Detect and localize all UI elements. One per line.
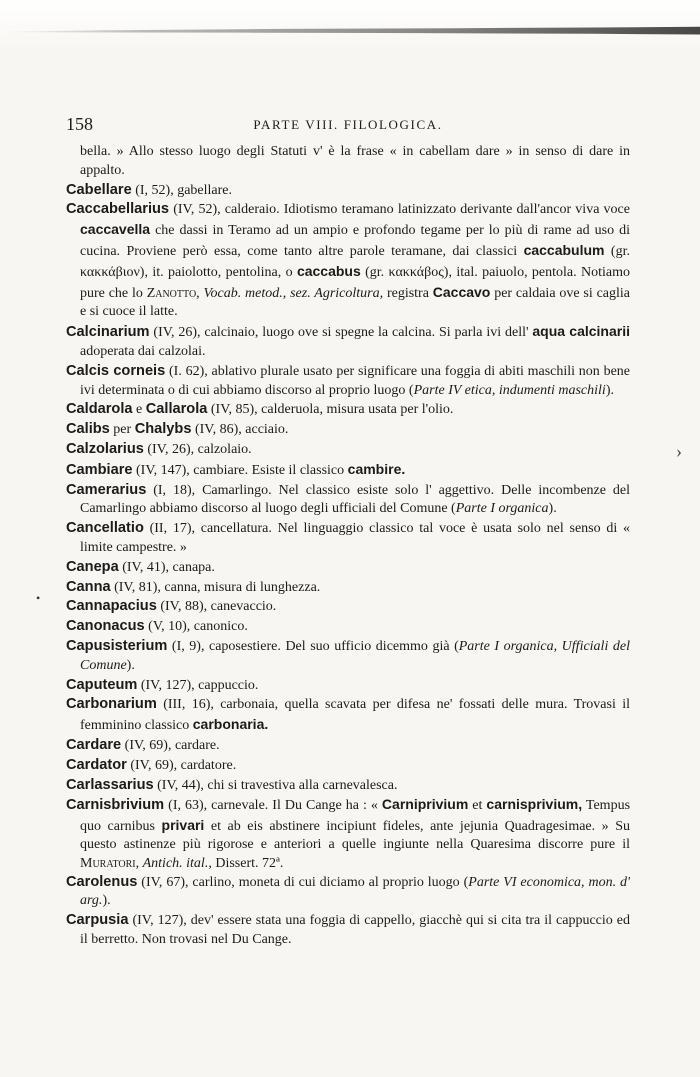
bold-term: caccabulum (523, 241, 605, 258)
entry-caccabellarius: Caccabellarius (IV, 52), calderaio. Idiotismo teramano latinizzato derivante dall'ancor viva voce caccavella che dassi in Teramo ad un ampio e profondo tegame per lo più di rame ad uso di cucina. Proviene però essa, come tanto altre parole teramane, dai classici caccabulum (gr. κακκάβιον), it. paiolotto, pentolina, o caccabus (gr. κακκάβος), ital. paiuolo, pentola. Notiamo pure che lo Zanotto, Vocab. metod., sez. Agricoltura, registra Caccavo per caldaia ove si caglia e si cuoce il latte. (66, 201, 630, 320)
entry-caputeum: Caputeum (IV, 127), cappuccio. (66, 676, 259, 693)
headword: Canna (66, 578, 111, 595)
author-name: Muratori (80, 855, 136, 871)
headword: Carpusia (66, 911, 129, 928)
headword: Capusisterium (66, 637, 168, 654)
scan-top-edge (0, 0, 700, 52)
headword: Callarola (145, 401, 208, 418)
headword: Cambiare (66, 461, 133, 478)
entry-cambiare: Cambiare (IV, 147), cambiare. Esiste il classico cambire. (66, 460, 406, 478)
dictionary-text (66, 143, 630, 949)
entry-caldarola: Caldarola e Callarola (IV, 85), calderuola, misura usata per l'olio. (66, 401, 454, 418)
entry-cardare: Cardare (IV, 69), cardare. (66, 736, 220, 753)
entry-cardator: Cardator (IV, 69), cardatore. (66, 756, 237, 773)
entry-cancellatio: Cancellatio (II, 17), cancellatura. Nel linguaggio classico tal voce è usata solo nel senso di « limite campestre. » (66, 520, 630, 555)
headword: Carolenus (66, 873, 138, 890)
bold-term: Carniprivium (381, 796, 469, 813)
headword: Carlassarius (66, 776, 154, 793)
margin-mark-left: • (36, 591, 41, 605)
entry-canepa: Canepa (IV, 41), canapa. (66, 558, 215, 575)
citation: Parte I organica (455, 501, 549, 517)
headword: Canonacus (66, 618, 145, 635)
entry-cannapacius: Cannapacius (IV, 88), canevaccio. (66, 598, 277, 615)
entry-carbonarium: Carbonarium (III, 16), carbonaia, quella scavata per difesa ne' fossati delle mura. Trovasi il femminino classico carbonaria. (66, 696, 630, 734)
headword: Camerarius (66, 481, 147, 498)
headword: Chalybs (134, 421, 192, 438)
headword: Calcis corneis (66, 362, 166, 379)
entry-carolenus: Carolenus (IV, 67), carlino, moneta di cui diciamo al proprio luogo (Parte VI economica, mon. d' arg.). (66, 873, 630, 909)
entry-canonacus: Canonacus (V, 10), canonico. (66, 618, 248, 635)
headword: Caldarola (66, 401, 133, 418)
headword: Carbonarium (66, 696, 157, 713)
headword: Calzolarius (66, 440, 144, 457)
entry-calzolarius: Calzolarius (IV, 26), calzolaio. (66, 440, 252, 457)
headword: Calibs (66, 421, 110, 438)
bold-term: carbonaria. (192, 716, 269, 733)
headword: Cardare (66, 736, 122, 753)
entry-camerarius: Camerarius (I, 18), Camarlingo. Nel classico esiste solo l' aggettivo. Delle incombenze del Camarlingo abbiamo discorso al luogo degli ufficiali del Comune (Parte I organica). (66, 481, 630, 517)
entry-carlassarius: Carlassarius (IV, 44), chi si travestiva alla carnevalesca. (66, 776, 398, 793)
bold-term: Caccavo (432, 283, 491, 300)
headword: Cancellatio (66, 520, 144, 537)
headword: Calcinarium (66, 324, 150, 341)
headword: Carnisbrivium (66, 797, 165, 814)
headword: Canepa (66, 558, 119, 575)
citation: Vocab. metod., sez. Agricoltura, (203, 285, 384, 301)
page-header (66, 114, 630, 136)
headword: Caputeum (66, 676, 138, 693)
citation: Parte I organica, Ufficiali del Comune (80, 638, 630, 673)
entry-calcinarium: Calcinarium (IV, 26), calcinaio, luogo ove si spegne la calcina. Si parla ivi dell' aqua calcinarii adoperata dai calzolai. (66, 323, 630, 359)
bold-term: caccavella (80, 221, 151, 238)
margin-mark-right: › (676, 441, 682, 461)
headword: Caccabellarius (66, 201, 170, 218)
entry-continuation: bella. » Allo stesso luogo degli Statuti v' è la frase « in cabellam dare » in senso di dare in appalto. (80, 144, 630, 178)
headword: Cardator (66, 756, 127, 773)
entry-carnisbrivium: Carnisbrivium (I, 63), carnevale. Il Du Cange ha : « Carniprivium et carnisprivium, Tempus quo carnibus privari et ab eis abstinere incipiunt fideles, ante jejunia Quadragesimae. » Su questo astinenze più rigorose e anteriori a quelle ingiunte nella Quaresima discorre pure il Muratori, Antich. ital., Dissert. 72ª. (66, 796, 631, 871)
citation: Parte VI economica, mon. d' arg. (80, 874, 630, 909)
entry-capusisterium: Capusisterium (I, 9), caposestiere. Del suo ufficio dicemmo già (Parte I organica, Ufficiali del Comune). (66, 637, 630, 673)
citation: Antich. ital. (142, 855, 209, 871)
entry-calibs: Calibs per Chalybs (IV, 86), acciaio. (66, 421, 289, 438)
entry-cabellare: Cabellare (I, 52), gabellare. (66, 181, 233, 198)
headword: Cabellare (66, 181, 132, 198)
headword: Cannapacius (66, 598, 157, 615)
entry-carpusia: Carpusia (IV, 127), dev' essere stata una foggia di cappello, giacchè qui si cita tra il cappuccio ed il berretto. Non trovasi nel Du Cange. (66, 911, 630, 947)
bold-term: carnisprivium, (486, 796, 583, 813)
entry-canna: Canna (IV, 81), canna, misura di lunghezza. (66, 578, 321, 595)
bold-term: caccabus (296, 262, 361, 279)
bold-term: aqua calcinarii (532, 323, 630, 340)
bold-term: privari (161, 816, 205, 833)
citation: Parte IV etica, indumenti maschili (413, 382, 606, 398)
running-head: PARTE VIII. FILOLOGICA. (253, 117, 443, 132)
bold-term: cambire. (347, 460, 406, 477)
author-name: Zanotto (146, 285, 197, 301)
entry-calcis-corneis: Calcis corneis (I. 62), ablativo plurale usato per significare una foggia di abiti maschili non bene ivi determinata o di cui abbiamo discorso al proprio luogo (Parte IV etica, indumenti maschili). (66, 362, 631, 398)
page-number: 158 (66, 114, 93, 134)
